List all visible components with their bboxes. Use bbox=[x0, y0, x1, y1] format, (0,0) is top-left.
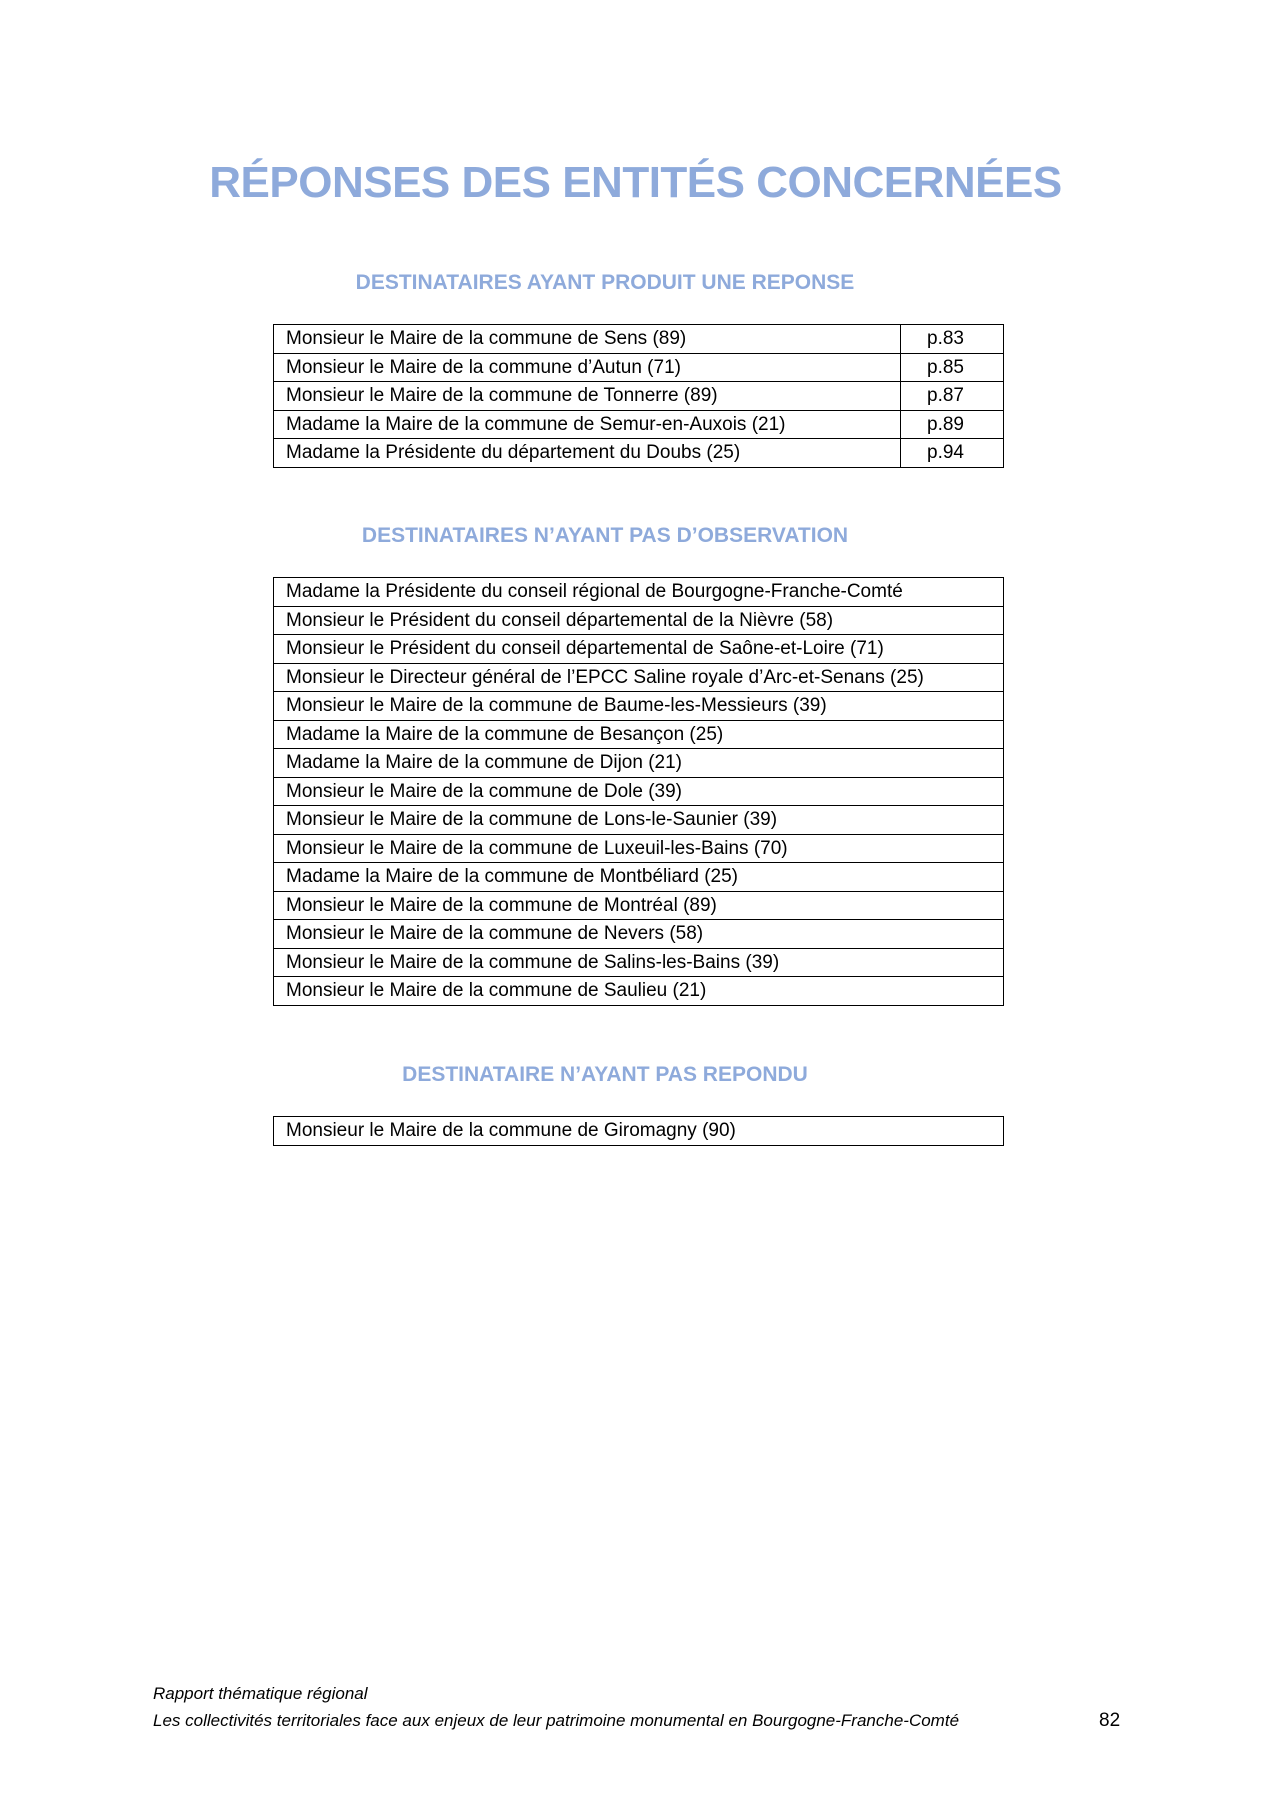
recipient-name: Madame la Maire de la commune de Besançon (25) bbox=[274, 720, 1004, 749]
footer-report-type: Rapport thématique régional bbox=[153, 1684, 368, 1703]
recipient-name: Monsieur le Maire de la commune de Sens (89) bbox=[274, 325, 901, 354]
table-row bbox=[274, 977, 1004, 1006]
page-reference: p.87 bbox=[901, 382, 1004, 411]
table-row bbox=[274, 834, 1004, 863]
table-row bbox=[274, 325, 1004, 354]
no-observation-table bbox=[273, 577, 1004, 1006]
recipient-name: Monsieur le Président du conseil départemental de la Nièvre (58) bbox=[274, 606, 1004, 635]
table-row bbox=[274, 410, 1004, 439]
table-row bbox=[274, 720, 1004, 749]
page-reference: p.83 bbox=[901, 325, 1004, 354]
table-row bbox=[274, 777, 1004, 806]
recipient-name: Madame la Maire de la commune de Dijon (21) bbox=[274, 749, 1004, 778]
page-reference: p.89 bbox=[901, 410, 1004, 439]
section-heading-no-observation: DESTINATAIRES N’AYANT PAS D’OBSERVATION bbox=[361, 524, 849, 547]
section-heading-responses: DESTINATAIRES AYANT PRODUIT UNE REPONSE bbox=[355, 271, 855, 294]
recipient-name: Madame la Présidente du département du Doubs (25) bbox=[274, 439, 901, 468]
table-row bbox=[274, 439, 1004, 468]
page-number: 82 bbox=[1099, 1710, 1121, 1731]
recipient-name: Monsieur le Maire de la commune de Salins-les-Bains (39) bbox=[274, 948, 1004, 977]
table-row bbox=[274, 353, 1004, 382]
page-title: RÉPONSES DES ENTITÉS CONCERNÉES bbox=[209, 158, 1062, 207]
footer bbox=[153, 1680, 959, 1734]
responses-table bbox=[273, 324, 1004, 468]
recipient-name: Monsieur le Maire de la commune de Dole (39) bbox=[274, 777, 1004, 806]
recipient-name: Monsieur le Maire de la commune de Nevers (58) bbox=[274, 920, 1004, 949]
table-row bbox=[274, 692, 1004, 721]
recipient-name: Monsieur le Président du conseil départemental de Saône-et-Loire (71) bbox=[274, 635, 1004, 664]
table-row bbox=[274, 948, 1004, 977]
recipient-name: Monsieur le Maire de la commune de Saulieu (21) bbox=[274, 977, 1004, 1006]
table-row bbox=[274, 578, 1004, 607]
recipient-name: Madame la Maire de la commune de Montbéliard (25) bbox=[274, 863, 1004, 892]
footer-report-title: Les collectivités territoriales face aux enjeux de leur patrimoine monumental en Bourgogne-Franche-Comté bbox=[153, 1711, 960, 1730]
table-row bbox=[274, 606, 1004, 635]
table-row bbox=[274, 920, 1004, 949]
recipient-name: Monsieur le Maire de la commune de Lons-le-Saunier (39) bbox=[274, 806, 1004, 835]
recipient-name: Madame la Maire de la commune de Semur-en-Auxois (21) bbox=[274, 410, 901, 439]
table-row bbox=[274, 891, 1004, 920]
recipient-name: Monsieur le Directeur général de l’EPCC Saline royale d’Arc-et-Senans (25) bbox=[274, 663, 1004, 692]
section-heading-no-reply: DESTINATAIRE N’AYANT PAS REPONDU bbox=[402, 1063, 808, 1086]
page-reference: p.85 bbox=[901, 353, 1004, 382]
recipient-name: Monsieur le Maire de la commune de Baume-les-Messieurs (39) bbox=[274, 692, 1004, 721]
table-row bbox=[274, 663, 1004, 692]
table-row bbox=[274, 806, 1004, 835]
table-row bbox=[274, 1117, 1004, 1146]
page-reference: p.94 bbox=[901, 439, 1004, 468]
recipient-name: Monsieur le Maire de la commune d’Autun (71) bbox=[274, 353, 901, 382]
table-row bbox=[274, 749, 1004, 778]
recipient-name: Monsieur le Maire de la commune de Montréal (89) bbox=[274, 891, 1004, 920]
no-reply-table bbox=[273, 1116, 1004, 1146]
table-row bbox=[274, 382, 1004, 411]
recipient-name: Monsieur le Maire de la commune de Tonnerre (89) bbox=[274, 382, 901, 411]
recipient-name: Madame la Présidente du conseil régional de Bourgogne-Franche-Comté bbox=[274, 578, 1004, 607]
table-row bbox=[274, 635, 1004, 664]
table-row bbox=[274, 863, 1004, 892]
recipient-name: Monsieur le Maire de la commune de Luxeuil-les-Bains (70) bbox=[274, 834, 1004, 863]
recipient-name: Monsieur le Maire de la commune de Giromagny (90) bbox=[274, 1117, 1004, 1146]
